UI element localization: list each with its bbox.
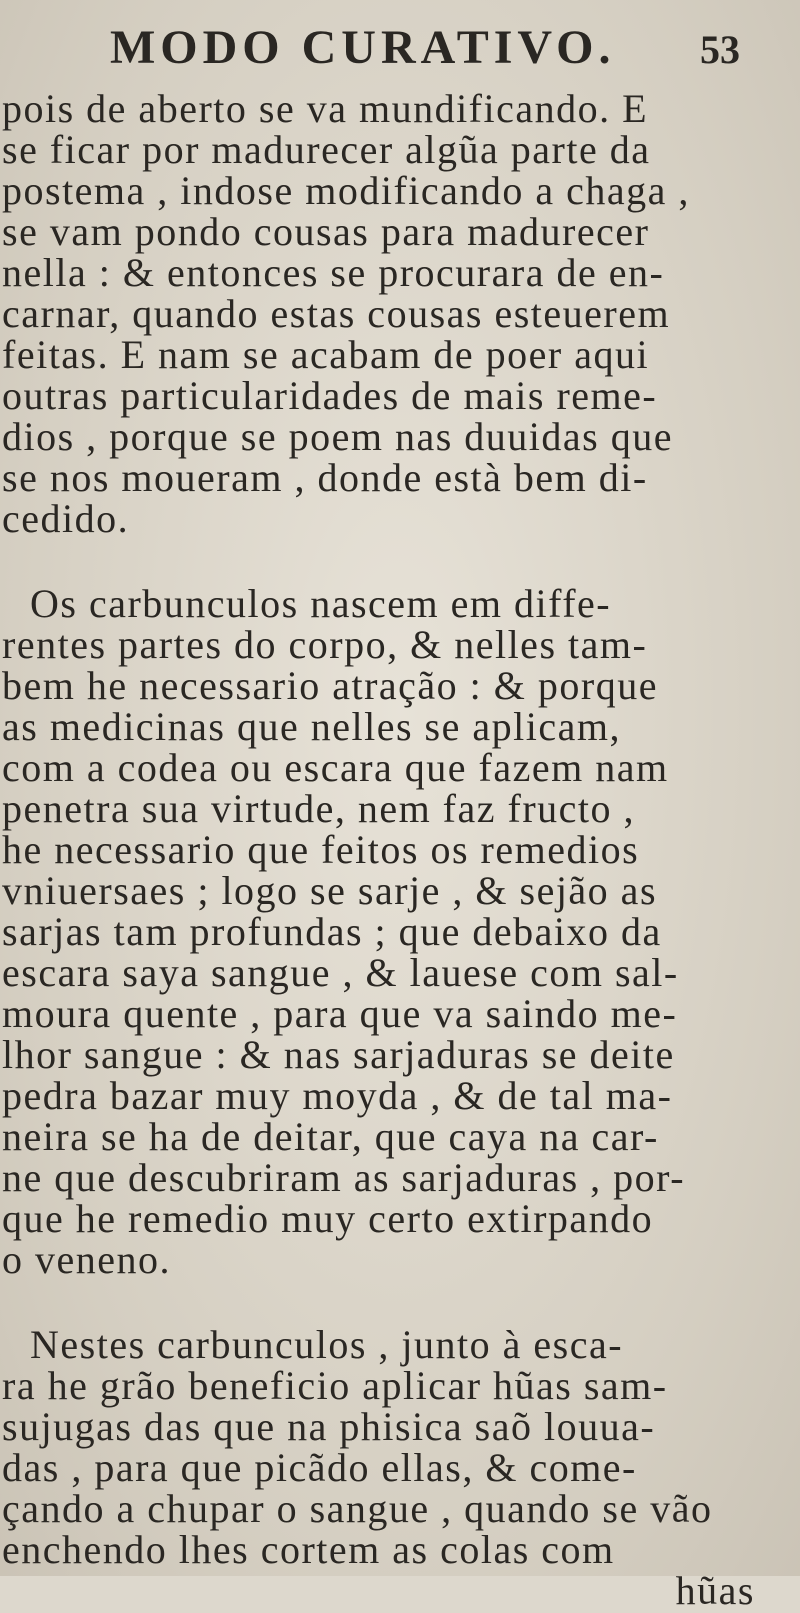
text-line: Nestes carbunculos , junto à esca-: [30, 1322, 624, 1367]
text-line: se vam pondo cousas para madurecer: [2, 209, 650, 254]
text-line: postema , indose modificando a chaga ,: [2, 168, 690, 213]
text-line: moura quente , para que va saindo me-: [2, 991, 678, 1036]
text-line: bem he necessario atração : & porque: [2, 663, 658, 708]
text-line: he necessario que feitos os remedios: [2, 827, 640, 872]
text-line: ne que descubriram as sarjaduras , por-: [2, 1155, 686, 1200]
text-line: escara saya sangue , & lauese com sal-: [2, 950, 679, 995]
text-line: Os carbunculos nascem em diffe-: [30, 581, 612, 626]
text-line: dios , porque se poem nas duuidas que: [2, 414, 673, 459]
text-line: pedra bazar muy moyda , & de tal ma-: [2, 1073, 673, 1118]
text-line: o veneno.: [2, 1237, 172, 1282]
text-line: neira se ha de deitar, que caya na car-: [2, 1114, 659, 1159]
text-line: sarjas tam profundas ; que debaixo da: [2, 909, 662, 954]
text-line: se nos moueram , donde està bem di-: [2, 455, 648, 500]
text-line: enchendo lhes cortem as colas com: [2, 1527, 615, 1572]
text-line: com a codea ou escara que fazem nam: [2, 745, 669, 790]
text-line: que he remedio muy certo extirpando: [2, 1196, 654, 1241]
text-line: carnar, quando estas cousas esteuerem: [2, 291, 671, 336]
text-line: cedido.: [2, 496, 130, 541]
text-line: se ficar por madurecer algũa parte da: [2, 127, 651, 172]
text-line: lhor sangue : & nas sarjaduras se deite: [2, 1032, 675, 1077]
paragraph-gap: [0, 539, 800, 583]
text-line: as medicinas que nelles se aplicam,: [2, 704, 621, 749]
text-line: penetra sua virtude, nem faz fructo ,: [2, 786, 636, 831]
text-line: vniuersaes ; logo se sarje , & sejão as: [2, 868, 658, 913]
text-line: das , para que picãdo ellas, & come-: [2, 1445, 637, 1490]
body-text: [0, 88, 800, 1611]
text-line: sujugas das que na phisica saõ louua-: [2, 1404, 656, 1449]
text-line: feitas. E nam se acabam de poer aqui: [2, 332, 650, 377]
text-line: nella : & entonces se procurara de en-: [2, 250, 665, 295]
running-head: MODO CURATIVO.: [110, 21, 616, 74]
paragraph-gap: [0, 1280, 800, 1324]
text-line: çando a chupar o sangue , quando se vão: [2, 1486, 713, 1531]
page-header: [110, 18, 760, 88]
text-line: ra he grão beneficio aplicar hũas sam-: [2, 1363, 668, 1408]
text-line: pois de aberto se va mundificando. E: [2, 86, 649, 131]
text-line: outras particularidades de mais reme-: [2, 373, 658, 418]
catchword: hũas: [675, 1568, 755, 1613]
page-number: 53: [700, 27, 740, 72]
text-line: rentes partes do corpo, & nelles tam-: [2, 622, 648, 667]
